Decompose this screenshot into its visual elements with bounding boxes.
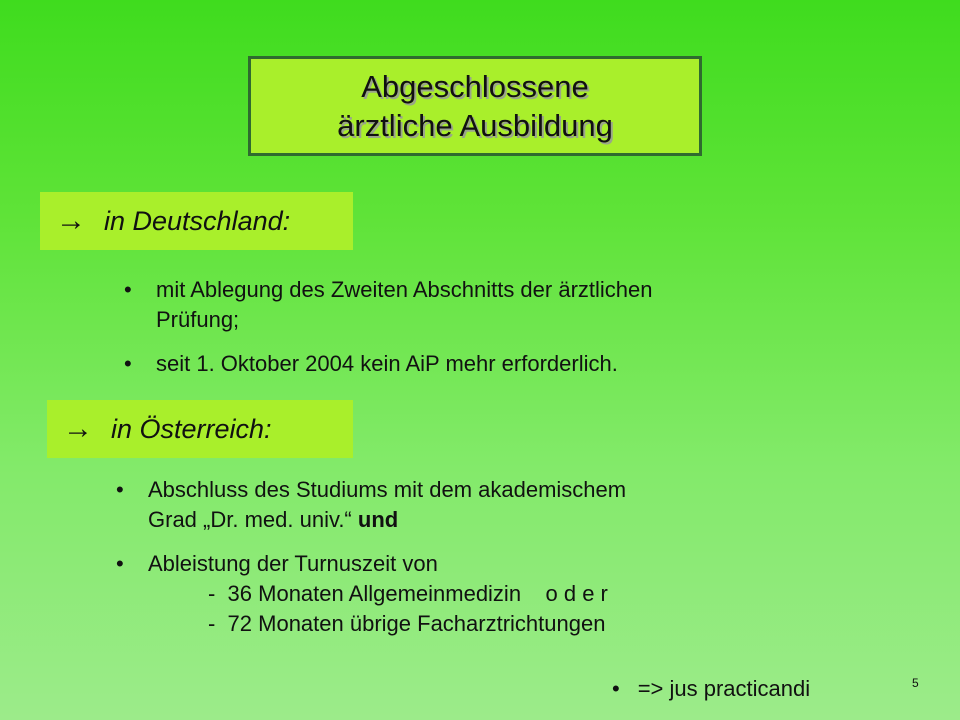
right-arrow-icon: → — [56, 204, 86, 237]
sub-item: - 72 Monaten übrige Facharztrichtungen — [208, 611, 606, 636]
austria-list — [116, 475, 836, 653]
item-text: Ableistung der Turnuszeit von — [148, 551, 438, 576]
section-germany-header — [40, 192, 353, 250]
bullet-icon: • — [124, 277, 132, 302]
item-text: mit Ablegung des Zweiten Abschnitts der ärztlichen — [156, 277, 653, 302]
section-germany-label: in Deutschland: — [104, 205, 291, 236]
list-item — [124, 349, 844, 379]
conclusion-text: => jus practicandi — [637, 676, 811, 701]
bullet-icon: • — [116, 551, 124, 576]
bullet-icon: • — [612, 676, 620, 701]
item-text-cont: Prüfung; — [156, 307, 240, 332]
germany-list — [124, 275, 844, 393]
item-text: seit 1. Oktober 2004 kein AiP mehr erforderlich. — [156, 351, 618, 376]
title-box — [248, 56, 702, 156]
section-austria-header — [47, 400, 353, 458]
list-item — [116, 475, 836, 535]
list-item — [116, 549, 836, 639]
sub-item: - 36 Monaten Allgemeinmedizin o d e r — [208, 581, 608, 606]
page-number: 5 — [912, 676, 919, 690]
right-arrow-icon: → — [63, 412, 93, 445]
title-line-1: Abgeschlossene — [361, 69, 589, 104]
item-text: Abschluss des Studiums mit dem akademischem — [148, 477, 627, 502]
section-austria-label: in Österreich: — [111, 413, 272, 444]
bold-conjunction: und — [357, 507, 399, 532]
conclusion-line — [612, 676, 810, 702]
item-text-cont: Grad „Dr. med. univ.“ — [148, 507, 358, 532]
list-item — [124, 275, 844, 335]
bullet-icon: • — [116, 477, 124, 502]
title-line-2: ärztliche Ausbildung — [337, 108, 613, 143]
bullet-icon: • — [124, 351, 132, 376]
